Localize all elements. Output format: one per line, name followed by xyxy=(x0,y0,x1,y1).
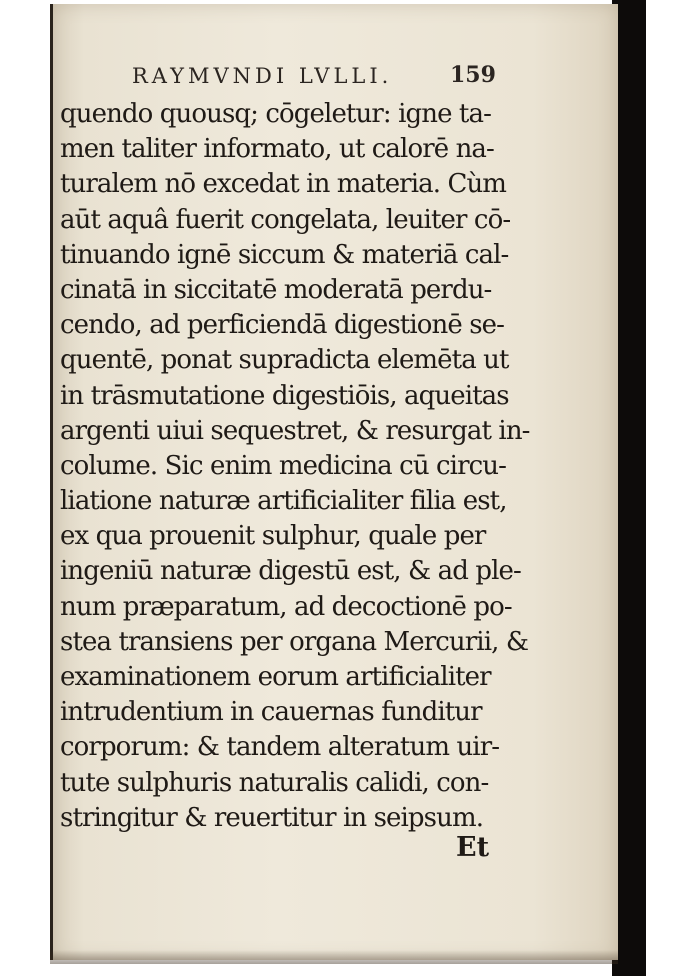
text-line: stringitur & reuertitur in seipsum. xyxy=(60,802,484,833)
running-head xyxy=(132,62,496,94)
text-line: cinatā in siccitatē moderatā perdu- xyxy=(60,274,492,305)
page-gutter-edge xyxy=(50,4,53,960)
catchword: Et xyxy=(456,832,490,863)
text-line: stea transiens per organa Mercurii, & xyxy=(60,626,529,657)
text-line: ex qua prouenit sulphur, quale per xyxy=(60,521,486,552)
page-bottom-shadow xyxy=(50,950,618,964)
page-number: 159 xyxy=(450,62,496,88)
text-line: colume. Sic enim medicina cū circu- xyxy=(60,450,507,481)
text-line: argenti uiui sequestret, & resurgat in- xyxy=(60,415,530,446)
text-line: liatione naturæ artificialiter filia est, xyxy=(60,486,507,517)
running-title: RAYMVNDI LVLLI. xyxy=(132,64,393,88)
text-line: tute sulphuris naturalis calidi, con- xyxy=(60,767,489,798)
text-line: men taliter informato, ut calorē na- xyxy=(60,134,494,165)
text-line: tinuando ignē siccum & materiā cal- xyxy=(60,239,509,270)
text-line: ingeniū naturæ digestū est, & ad ple- xyxy=(60,556,521,587)
text-line: intrudentium in cauernas funditur xyxy=(60,697,482,728)
text-line: quendo quousq; cōgeletur: igne ta- xyxy=(60,99,491,129)
text-line: aūt aquâ fuerit congelata, leuiter cō- xyxy=(60,204,511,235)
text-line: corporum: & tandem alteratum uir- xyxy=(60,732,500,763)
text-line: examinationem eorum artificialiter xyxy=(60,662,491,692)
body-text xyxy=(60,97,530,836)
text-line: quentē, ponat supradicta elemēta ut xyxy=(60,345,509,376)
text-line: in trāsmutatione digestiōis, aqueitas xyxy=(60,380,509,411)
text-line: num præparatum, ad decoctionē po- xyxy=(60,591,512,622)
text-line: turalem nō excedat in materia. Cùm xyxy=(60,169,507,200)
text-line: cendo, ad perficiendā digestionē se- xyxy=(60,310,505,341)
